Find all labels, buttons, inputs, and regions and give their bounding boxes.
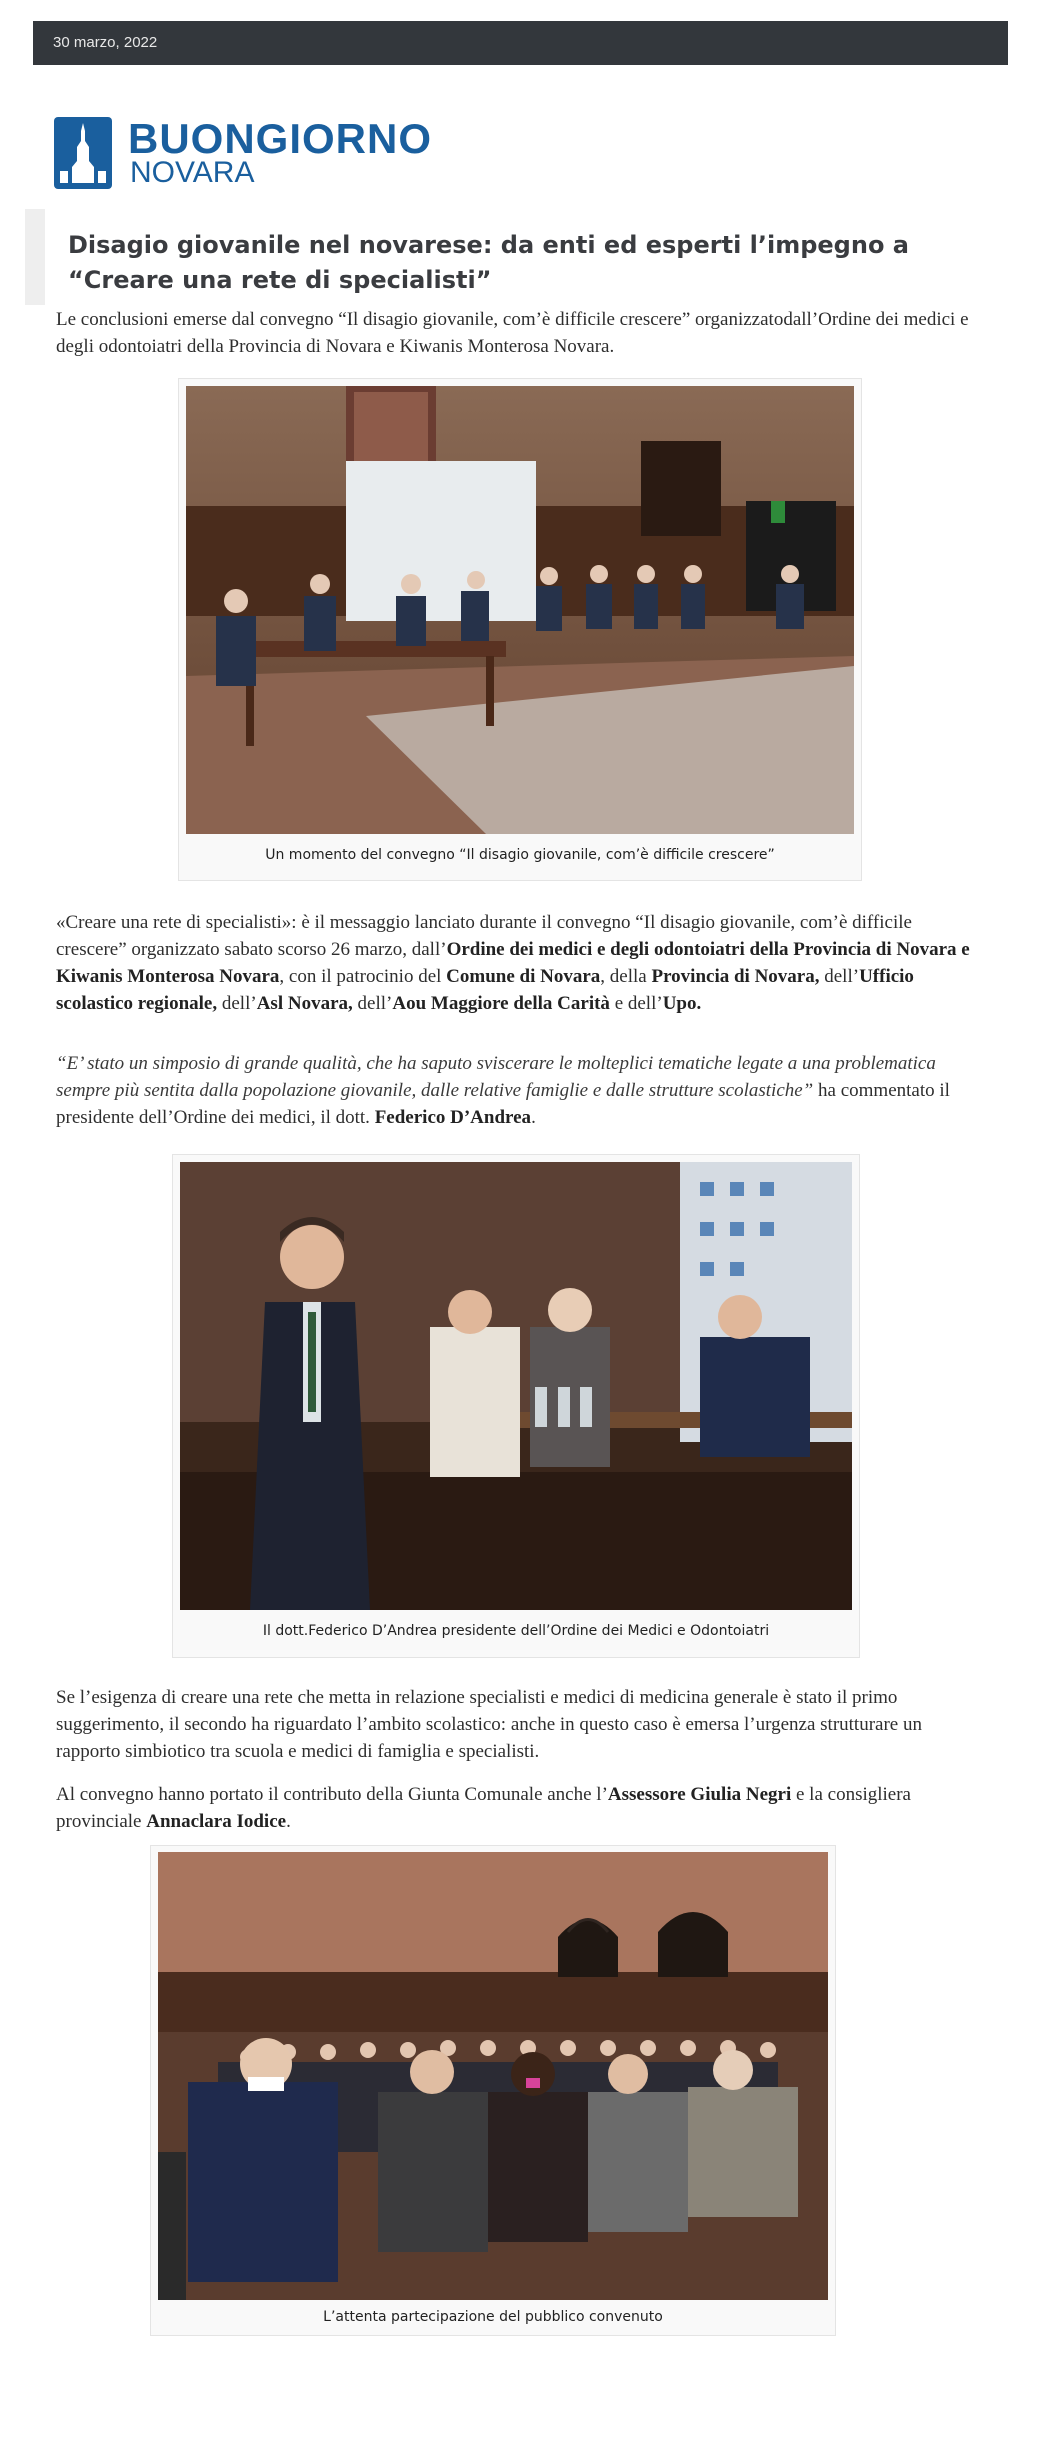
figure-audience — [150, 1845, 836, 2336]
article-paragraph-2: “E’ stato un simposio di grande qualità, che ha saputo sviscerare le molteplici tematiche legate a una problematica sempre più sentita dalla popolazione giovanile, dalle relative famiglie e dalle strutture scolastiche” ha commentato il presidente dell’Ordine dei medici, il dott. Federico D’Andrea. — [56, 1053, 950, 1128]
tower-logo-icon — [54, 117, 112, 189]
photo-panel-image — [186, 386, 854, 834]
side-decoration — [25, 209, 45, 305]
article-paragraph-3: Se l’esigenza di creare una rete che metta in relazione specialisti e medici di medicina generale è stato il primo suggerimento, il secondo ha riguardato l’ambito scolastico: anche in questo caso è emersa l’urgenza strutturare un rapporto simbiotico tra scuola e medici di famiglia e specialisti. — [56, 1687, 922, 1762]
caption-figure-3: L’attenta partecipazione del pubblico convenuto — [323, 2309, 663, 2325]
photo-audience[interactable] — [158, 1852, 828, 2300]
date-bar — [33, 21, 1008, 65]
photo-panel-table[interactable] — [186, 386, 854, 834]
photo-dandrea-image — [180, 1162, 852, 1610]
logo-text-novara: NOVARA — [130, 156, 255, 189]
article-title: Disagio giovanile nel novarese: da enti ed esperti l’impegno a “Creare una rete di specialisti” — [68, 231, 909, 294]
figure-conference-panel — [178, 378, 862, 881]
photo-dandrea[interactable] — [180, 1162, 852, 1610]
publish-date: 30 marzo, 2022 — [53, 34, 158, 51]
article-intro: Le conclusioni emerse dal convegno “Il disagio giovanile, com’è difficile crescere” organizzatodall’Ordine dei medici e degli odontoiatri della Provincia di Novara e Kiwanis Monterosa Novara. — [56, 309, 969, 357]
logo-text-buongiorno: BUONGIORNO — [128, 115, 432, 162]
article-paragraph-1: «Creare una rete di specialisti»: è il messaggio lanciato durante il convegno “Il disagio giovanile, com’è difficile crescere” organizzato sabato scorso 26 marzo, dall’Ordine dei medici e degli odontoiatri della Provincia di Novara e Kiwanis Monterosa Novara, con il patrocinio del Comune di Novara, della Provincia di Novara, dell’Ufficio scolastico regionale, dell’Asl Novara, dell’Aou Maggiore della Carità e dell’Upo. — [56, 912, 970, 1014]
article-paragraph-4: Al convegno hanno portato il contributo della Giunta Comunale anche l’Assessore Giulia Negri e la consigliera provinciale Annaclara Iodice. — [56, 1784, 911, 1832]
site-logo[interactable] — [54, 117, 474, 189]
caption-figure-1: Un momento del convegno “Il disagio giovanile, com’è difficile crescere” — [265, 847, 775, 863]
caption-figure-2: Il dott.Federico D’Andrea presidente dell’Ordine dei Medici e Odontoiatri — [262, 1623, 770, 1639]
figure-dandrea-speaking — [172, 1154, 860, 1658]
photo-audience-image — [158, 1852, 828, 2300]
